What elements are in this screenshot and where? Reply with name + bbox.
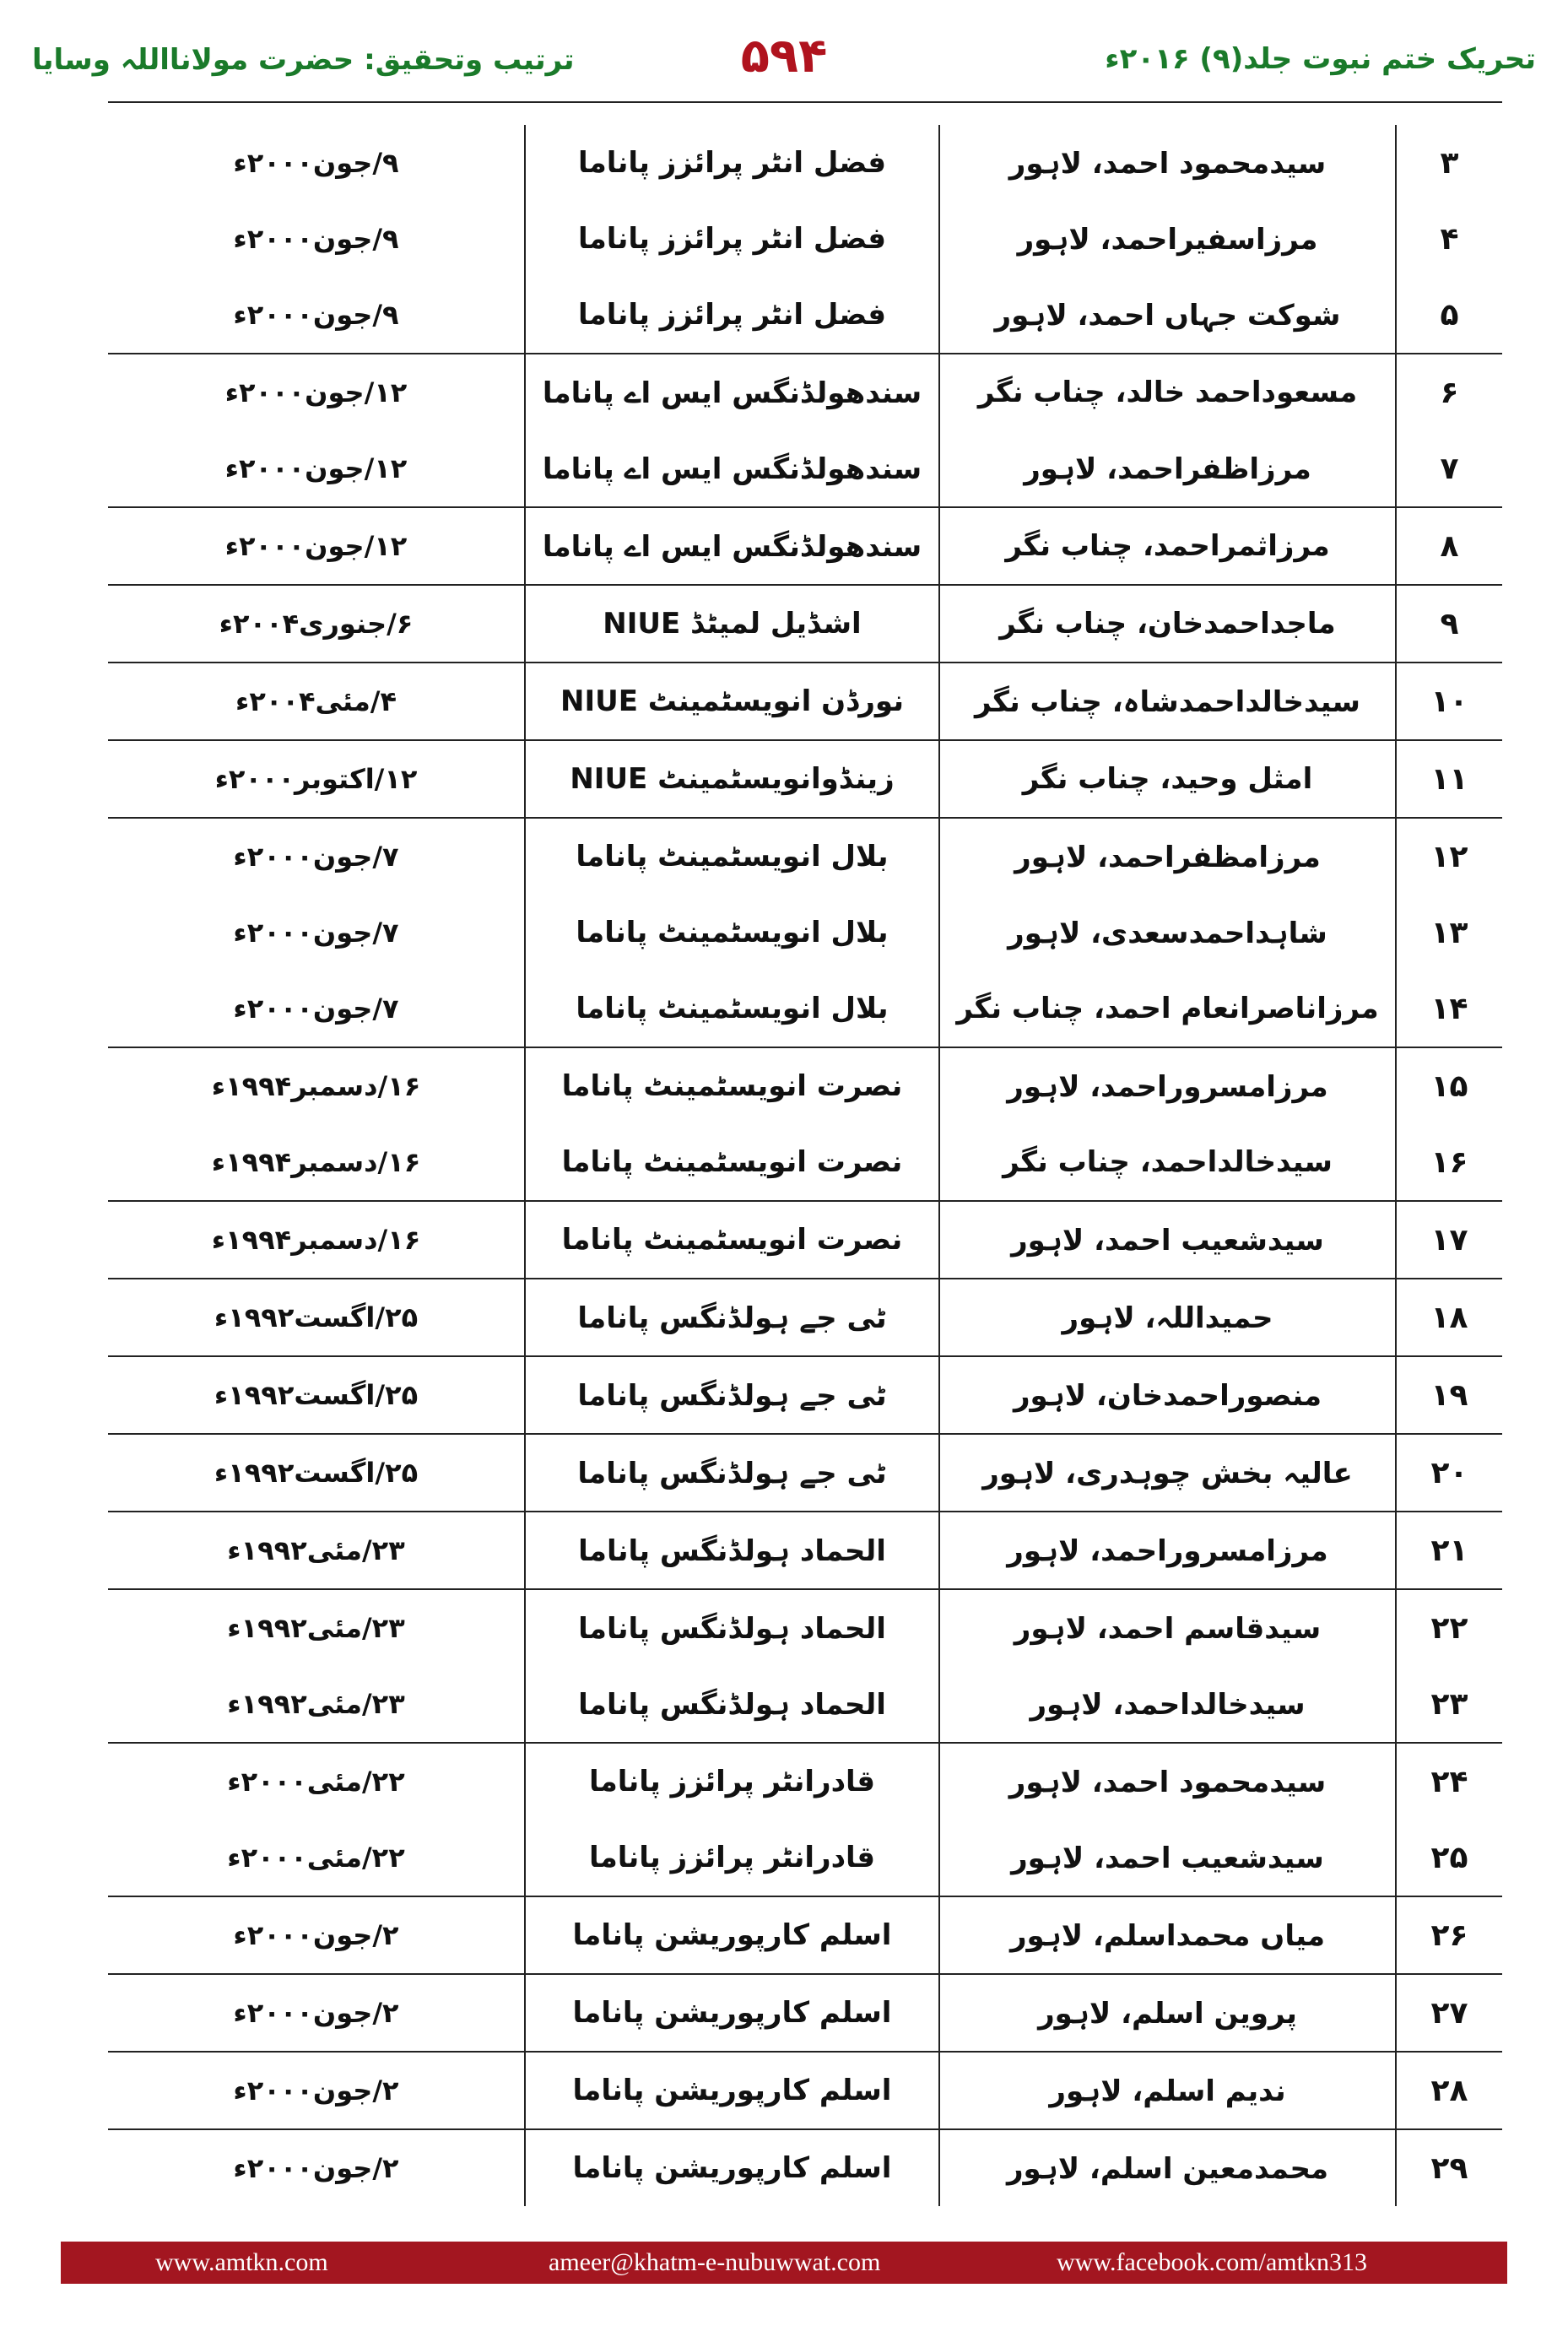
company-name: قادرانٹر پرائزز پاناما (525, 1743, 939, 1820)
company-name: بلال انویسٹمینٹ پاناما (525, 895, 939, 971)
person-name: عالیہ بخش چوہدری، لاہور (939, 1434, 1396, 1512)
table-row (108, 1974, 1502, 2052)
company-name: سندھولڈنگس ایس اے پاناما (525, 430, 939, 507)
table-row (108, 1512, 1502, 1589)
date-cell: ۶/جنوری۲۰۰۴ء (108, 585, 525, 663)
email-link[interactable]: ameer@khatm-e-nubuwwat.com (549, 2248, 881, 2276)
table-row (108, 740, 1502, 818)
company-name: بلال انویسٹمینٹ پاناما (525, 818, 939, 895)
page-header (0, 0, 1568, 101)
person-name: سیدشعیب احمد، لاہور (939, 1201, 1396, 1279)
company-name: فضل انٹر پرائزز پاناما (525, 277, 939, 354)
row-number: ۲۹ (1396, 2129, 1502, 2206)
date-cell: ۱۲/اکتوبر۲۰۰۰ء (108, 740, 525, 818)
date-cell: ۹/جون۲۰۰۰ء (233, 147, 399, 179)
row-number: ۴ (1396, 201, 1502, 277)
row-number: ۵ (1396, 277, 1502, 354)
table-row (108, 277, 1502, 354)
company-name: نصرت انویسٹمینٹ پاناما (525, 1124, 939, 1201)
row-number: ۱۱ (1396, 740, 1502, 818)
row-number: ۱۸ (1396, 1279, 1502, 1356)
row-number: ۲۶ (1396, 1896, 1502, 1974)
date-cell: ۷/جون۲۰۰۰ء (233, 841, 399, 873)
person-name: حمیداللہ، لاہور (939, 1279, 1396, 1356)
company-name: ٹی جے ہولڈنگس پاناما (525, 1434, 939, 1512)
company-name: زینڈوانویسٹمینٹ NIUE (525, 740, 939, 818)
company-name: قادرانٹر پرائزز پاناما (525, 1820, 939, 1896)
company-name: اشڈیل لمیٹڈ NIUE (525, 585, 939, 663)
row-number: ۳ (1396, 125, 1502, 201)
date-cell: ۷/جون۲۰۰۰ء (233, 917, 399, 949)
person-name: محمدمعین اسلم، لاہور (939, 2129, 1396, 2206)
date-cell: ۲/جون۲۰۰۰ء (233, 2152, 399, 2184)
date-cell: ۲/جون۲۰۰۰ء (108, 1974, 525, 2052)
row-number: ۱۴ (1396, 971, 1502, 1047)
company-name: الحماد ہولڈنگس پاناما (525, 1512, 939, 1589)
row-number: ۱۳ (1396, 895, 1502, 971)
row-number: ۲۱ (1396, 1512, 1502, 1589)
row-number: ۲۳ (1396, 1666, 1502, 1743)
date-cell: ۲/جون۲۰۰۰ء (108, 1896, 525, 1974)
company-name: سندھولڈنگس ایس اے پاناما (525, 507, 939, 585)
row-number: ۲۵ (1396, 1820, 1502, 1896)
table-row (108, 201, 1502, 277)
table-row (108, 1124, 1502, 1201)
table-row (108, 1279, 1502, 1356)
company-name: اسلم کارپوریشن پاناما (525, 2052, 939, 2129)
table-row (108, 1047, 1502, 1124)
book-title: تحریک ختم نبوت جلد(۹) ۲۰۱۶ء (1105, 42, 1536, 76)
compiler-credit: ترتیب وتحقیق: حضرت مولانااللہ وسایا (32, 43, 575, 77)
facebook-link[interactable]: www.facebook.com/amtkn313 (1057, 2248, 1367, 2276)
row-number: ۲۰ (1396, 1434, 1502, 1512)
row-number: ۲۸ (1396, 2052, 1502, 2129)
date-cell: ۲۵/اگست۱۹۹۲ء (108, 1434, 525, 1512)
date-cell: ۲۳/مئی۱۹۹۲ء (108, 1666, 525, 1743)
table-row (108, 971, 1502, 1047)
date-cell: ۱۲/جون۲۰۰۰ء (108, 430, 525, 507)
page-footer (61, 2242, 1507, 2284)
table-row (108, 1896, 1502, 1974)
table-row (108, 1666, 1502, 1743)
date-cell: ۴/مئی۲۰۰۴ء (108, 663, 525, 740)
company-name: بلال انویسٹمینٹ پاناما (525, 971, 939, 1047)
date-cell: ۲۲/مئی۲۰۰۰ء (227, 1766, 405, 1798)
person-name: شوکت جہاں احمد، لاہور (939, 277, 1396, 354)
person-name: سیدشعیب احمد، لاہور (939, 1820, 1396, 1896)
date-cell: ۱۶/دسمبر۱۹۹۴ء (108, 1124, 525, 1201)
table-row (108, 1434, 1502, 1512)
table-row (108, 1743, 1502, 1820)
table-row (108, 585, 1502, 663)
company-name: اسلم کارپوریشن پاناما (525, 2129, 939, 2206)
person-name: منصوراحمدخان، لاہور (939, 1356, 1396, 1434)
company-name: الحماد ہولڈنگس پاناما (525, 1589, 939, 1666)
date-cell: ۱۲/جون۲۰۰۰ء (108, 507, 525, 585)
date-cell: ۱۲/جون۲۰۰۰ء (224, 376, 408, 408)
date-cell: ۲۳/مئی۱۹۹۲ء (108, 1512, 525, 1589)
person-name: میاں محمداسلم، لاہور (939, 1896, 1396, 1974)
person-name: مرزاثمراحمد، چناب نگر (939, 507, 1396, 585)
date-cell: ۷/جون۲۰۰۰ء (108, 971, 525, 1047)
person-name: سیدخالداحمد، چناب نگر (939, 1124, 1396, 1201)
table-row (108, 663, 1502, 740)
company-name: ٹی جے ہولڈنگس پاناما (525, 1279, 939, 1356)
row-number: ۹ (1396, 585, 1502, 663)
row-number: ۶ (1396, 354, 1502, 430)
date-cell: ۲/جون۲۰۰۰ء (108, 2052, 525, 2129)
date-cell: ۲۵/اگست۱۹۹۲ء (108, 1279, 525, 1356)
row-number: ۱۷ (1396, 1201, 1502, 1279)
table-row (108, 1589, 1502, 1666)
row-number: ۸ (1396, 507, 1502, 585)
website-link[interactable]: www.amtkn.com (155, 2248, 328, 2276)
date-cell: ۱۶/دسمبر۱۹۹۴ء (108, 1201, 525, 1279)
person-name: سیدقاسم احمد، لاہور (939, 1589, 1396, 1666)
row-number: ۱۲ (1396, 818, 1502, 895)
company-name: نصرت انویسٹمینٹ پاناما (525, 1047, 939, 1124)
table-row (108, 1820, 1502, 1896)
row-number: ۲۴ (1396, 1743, 1502, 1820)
company-name: ٹی جے ہولڈنگس پاناما (525, 1356, 939, 1434)
person-name: مسعوداحمد خالد، چناب نگر (939, 354, 1396, 430)
person-name: ندیم اسلم، لاہور (939, 2052, 1396, 2129)
row-number: ۱۵ (1396, 1047, 1502, 1124)
person-name: سیدخالداحمد، لاہور (939, 1666, 1396, 1743)
header-divider (108, 101, 1502, 103)
table-row (108, 430, 1502, 507)
row-number: ۱۶ (1396, 1124, 1502, 1201)
date-cell: ۲۳/مئی۱۹۹۲ء (227, 1612, 405, 1644)
company-name: الحماد ہولڈنگس پاناما (525, 1666, 939, 1743)
page-number: ۵۹۴ (740, 29, 828, 84)
person-name: مرزاظفراحمد، لاہور (939, 430, 1396, 507)
company-name: اسلم کارپوریشن پاناما (525, 1974, 939, 2052)
date-cell: ۹/جون۲۰۰۰ء (108, 277, 525, 354)
date-cell: ۹/جون۲۰۰۰ء (233, 223, 399, 255)
person-name: شاہداحمدسعدی، لاہور (939, 895, 1396, 971)
person-name: سیدخالداحمدشاہ، چناب نگر (939, 663, 1396, 740)
company-name: فضل انٹر پرائزز پاناما (525, 125, 939, 201)
date-cell: ۱۶/دسمبر۱۹۹۴ء (211, 1070, 421, 1102)
person-name: امثل وحید، چناب نگر (939, 740, 1396, 818)
table-row (108, 125, 1502, 201)
date-cell: ۲۵/اگست۱۹۹۲ء (108, 1356, 525, 1434)
table-row (108, 2052, 1502, 2129)
table-row (108, 818, 1502, 895)
row-number: ۱۹ (1396, 1356, 1502, 1434)
person-name: سیدمحمود احمد، لاہور (939, 125, 1396, 201)
company-name: نصرت انویسٹمینٹ پاناما (525, 1201, 939, 1279)
table-row (108, 2129, 1502, 2206)
person-name: سیدمحمود احمد، لاہور (939, 1743, 1396, 1820)
company-name: سندھولڈنگس ایس اے پاناما (525, 354, 939, 430)
row-number: ۱۰ (1396, 663, 1502, 740)
person-name: مرزامسروراحمد، لاہور (939, 1047, 1396, 1124)
person-name: مرزاسفیراحمد، لاہور (939, 201, 1396, 277)
table-row (108, 507, 1502, 585)
person-name: پروین اسلم، لاہور (939, 1974, 1396, 2052)
person-name: مرزامظفراحمد، لاہور (939, 818, 1396, 895)
row-number: ۲۷ (1396, 1974, 1502, 2052)
person-name: ماجداحمدخان، چناب نگر (939, 585, 1396, 663)
date-cell: ۲۲/مئی۲۰۰۰ء (108, 1820, 525, 1896)
row-number: ۲۲ (1396, 1589, 1502, 1666)
person-name: مرزامسروراحمد، لاہور (939, 1512, 1396, 1589)
table-row (108, 1356, 1502, 1434)
table-row (108, 895, 1502, 971)
company-name: اسلم کارپوریشن پاناما (525, 1896, 939, 1974)
records-table (108, 125, 1502, 2186)
table-row (108, 354, 1502, 430)
row-number: ۷ (1396, 430, 1502, 507)
company-name: نورڈن انویسٹمینٹ NIUE (525, 663, 939, 740)
person-name: مرزاناصرانعام احمد، چناب نگر (939, 971, 1396, 1047)
table-row (108, 1201, 1502, 1279)
company-name: فضل انٹر پرائزز پاناما (525, 201, 939, 277)
